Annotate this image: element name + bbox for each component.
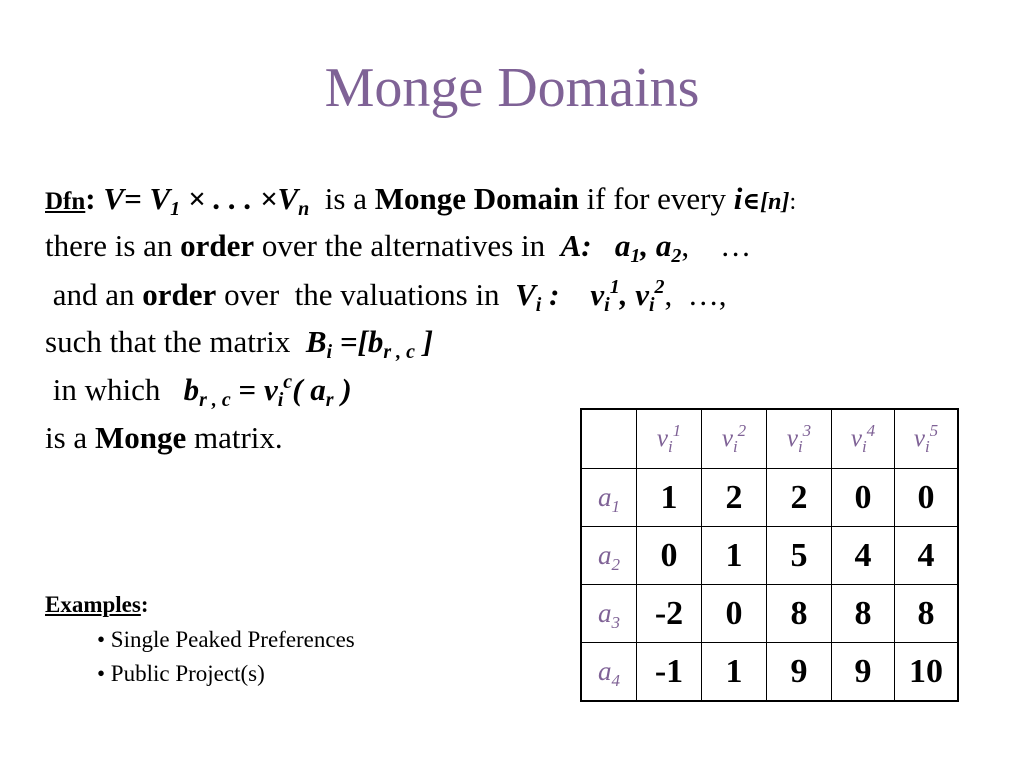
definition-line-3 (45, 276, 727, 316)
val-v1-sub: i (604, 294, 610, 316)
definition-line-6 (45, 420, 283, 456)
entry-v-sub: i (277, 389, 284, 411)
order-term-1: order (180, 228, 255, 263)
example-item-public-project: • Public Project(s) (97, 661, 265, 686)
matrix-cell: 5 (767, 527, 832, 585)
entry-close: ) (333, 372, 352, 407)
entry-a-sub: r (325, 389, 334, 411)
line3-colon: : (541, 277, 591, 312)
matrix-cell: 0 (895, 469, 959, 527)
entry-v-sup: c (283, 371, 293, 393)
matrix-cell: 1 (702, 643, 767, 702)
column-header: $v_i^2$ (702, 409, 767, 469)
definition-line-2 (45, 228, 752, 267)
valuations-V: V (515, 277, 536, 312)
row-header: $a_4$ (581, 643, 637, 702)
matrix-cell: 8 (895, 585, 959, 643)
line3-tail: , …, (664, 277, 727, 312)
table-row (581, 585, 958, 643)
alt-a2: , a (640, 228, 672, 263)
matrix-B-rc: r , c (383, 341, 416, 363)
matrix-cell: 0 (637, 527, 702, 585)
row-header: $a_3$ (581, 585, 637, 643)
row-header: $a_2$ (581, 527, 637, 585)
column-header: $v_i^5$ (895, 409, 959, 469)
alternatives-A: A: (560, 228, 592, 263)
matrix-corner-cell (581, 409, 637, 469)
valuations-V-sub: i (535, 294, 542, 316)
is-a-text: is a (309, 181, 375, 216)
val-v2-sub: i (648, 294, 655, 316)
dfn-label: Dfn (45, 188, 86, 215)
matrix-cell: 8 (832, 585, 895, 643)
matrix-B: B (305, 324, 327, 359)
table-row (581, 643, 958, 702)
line1-end-colon: : (789, 189, 797, 215)
val-v1: v (590, 277, 605, 312)
definition-line-5 (45, 371, 352, 411)
index-i: i (733, 181, 743, 216)
definition-line-1 (45, 181, 796, 220)
examples-colon: : (140, 592, 149, 617)
entry-b: b (183, 372, 200, 407)
table-row (581, 527, 958, 585)
entry-b-sub: r , c (199, 389, 231, 411)
definition-line-4 (45, 324, 434, 363)
val-v2: , v (619, 277, 649, 312)
table-row (581, 469, 958, 527)
matrix-cell: 9 (767, 643, 832, 702)
order-term-2: order (142, 277, 217, 312)
matrix-cell: 0 (702, 585, 767, 643)
line2-tail: , … (681, 228, 752, 263)
matrix-cell: -1 (637, 643, 702, 702)
slide-title: Monge Domains (324, 57, 700, 119)
in-n: ∈[n] (742, 189, 790, 215)
matrix-cell: 1 (702, 527, 767, 585)
matrix-cell: 4 (895, 527, 959, 585)
val-v1-sup: 1 (609, 276, 620, 298)
line3-pre: and an (45, 277, 143, 312)
column-header: $v_i^3$ (767, 409, 832, 469)
alt-a2-sub: 2 (671, 245, 682, 267)
v-sub-1: 1 (170, 198, 181, 220)
dfn-colon: : (85, 181, 96, 216)
line4-pre: such that the matrix (45, 324, 306, 359)
entry-v: v (263, 372, 278, 407)
line3-mid: over the valuations in (216, 277, 516, 312)
monge-domain-term: Monge Domain (374, 181, 579, 216)
v-sub-n: n (298, 198, 310, 220)
example-item-single-peaked: • Single Peaked Preferences (97, 627, 355, 652)
matrix-B-eq: =[b (332, 324, 384, 359)
matrix-B-sub: i (326, 341, 333, 363)
val-v2-sup: 2 (654, 276, 665, 298)
monge-matrix-table (580, 408, 959, 702)
column-header: $v_i^1$ (637, 409, 702, 469)
matrix-cell: 0 (832, 469, 895, 527)
monge-term: Monge (94, 420, 187, 455)
column-header: $v_i^4$ (832, 409, 895, 469)
matrix-cell: 8 (767, 585, 832, 643)
matrix-B-close: ] (415, 324, 434, 359)
v-equals: V= V (103, 181, 171, 216)
row-header: $a_1$ (581, 469, 637, 527)
if-every-text: if for every (578, 181, 734, 216)
v-product: × . . . ×V (180, 181, 299, 216)
examples-heading (45, 591, 149, 619)
matrix-cell: -2 (637, 585, 702, 643)
matrix-cell: 2 (767, 469, 832, 527)
line2-pre: there is an (45, 228, 181, 263)
matrix-header-row (581, 409, 958, 469)
line6-post: matrix. (186, 420, 283, 455)
alt-a1: a (614, 228, 631, 263)
matrix-cell: 9 (832, 643, 895, 702)
line2-mid: over the alternatives in (254, 228, 561, 263)
matrix-cell: 10 (895, 643, 959, 702)
line5-pre: in which (45, 372, 184, 407)
examples-label: Examples (45, 592, 141, 617)
matrix-cell: 4 (832, 527, 895, 585)
matrix-cell: 1 (637, 469, 702, 527)
matrix-cell: 2 (702, 469, 767, 527)
entry-eq: = (230, 372, 264, 407)
line6-pre: is a (45, 420, 95, 455)
alt-a1-sub: 1 (630, 245, 641, 267)
entry-paren: ( a (292, 372, 326, 407)
